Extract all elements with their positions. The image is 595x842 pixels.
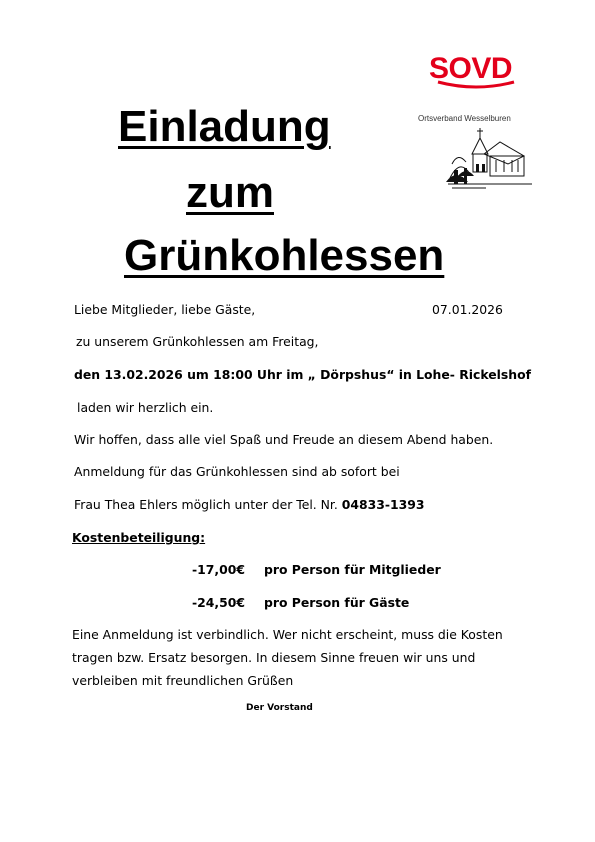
letter-line-5: Anmeldung für das Grünkohlessen sind ab sofort bei xyxy=(74,464,400,479)
contact-line xyxy=(74,497,425,512)
costs-heading: Kostenbeteiligung: xyxy=(72,530,206,545)
sovd-logo-swoosh xyxy=(436,80,516,90)
letter-line-4: Wir hoffen, dass alle viel Spaß und Freude an diesem Abend haben. xyxy=(74,432,494,447)
church-illustration-icon xyxy=(446,124,534,192)
letter-line-1: zu unserem Grünkohlessen am Freitag, xyxy=(76,334,319,349)
chapter-name: Ortsverband Wesselburen xyxy=(418,114,511,123)
letter-line-3: laden wir herzlich ein. xyxy=(77,400,214,415)
closing-line-1: Eine Anmeldung ist verbindlich. Wer nicht erscheint, muss die Kosten xyxy=(72,627,503,642)
title-line-3: Grünkohlessen xyxy=(124,231,445,280)
cost-label-members: pro Person für Mitglieder xyxy=(264,562,441,577)
cost-label-guests: pro Person für Gäste xyxy=(264,595,410,610)
cost-price-guests: -24,50€ xyxy=(192,595,245,610)
signature: Der Vorstand xyxy=(246,703,313,713)
letter-date: 07.01.2026 xyxy=(432,302,503,317)
closing-line-2: tragen bzw. Ersatz besorgen. In diesem Sinne freuen wir uns und xyxy=(72,650,476,665)
contact-text: Frau Thea Ehlers möglich unter der Tel. Nr. xyxy=(74,497,338,512)
title-line-2: zum xyxy=(186,168,274,217)
cost-price-members: -17,00€ xyxy=(192,562,245,577)
greeting: Liebe Mitglieder, liebe Gäste, xyxy=(74,302,256,317)
event-details: den 13.02.2026 um 18:00 Uhr im „ Dörpshus“ in Lohe- Rickelshof xyxy=(74,367,532,382)
phone-number: 04833-1393 xyxy=(341,497,425,512)
sovd-logo-text: SOVD xyxy=(429,52,513,85)
title-line-1: Einladung xyxy=(118,102,331,151)
closing-line-3: verbleiben mit freundlichen Grüßen xyxy=(72,673,294,688)
